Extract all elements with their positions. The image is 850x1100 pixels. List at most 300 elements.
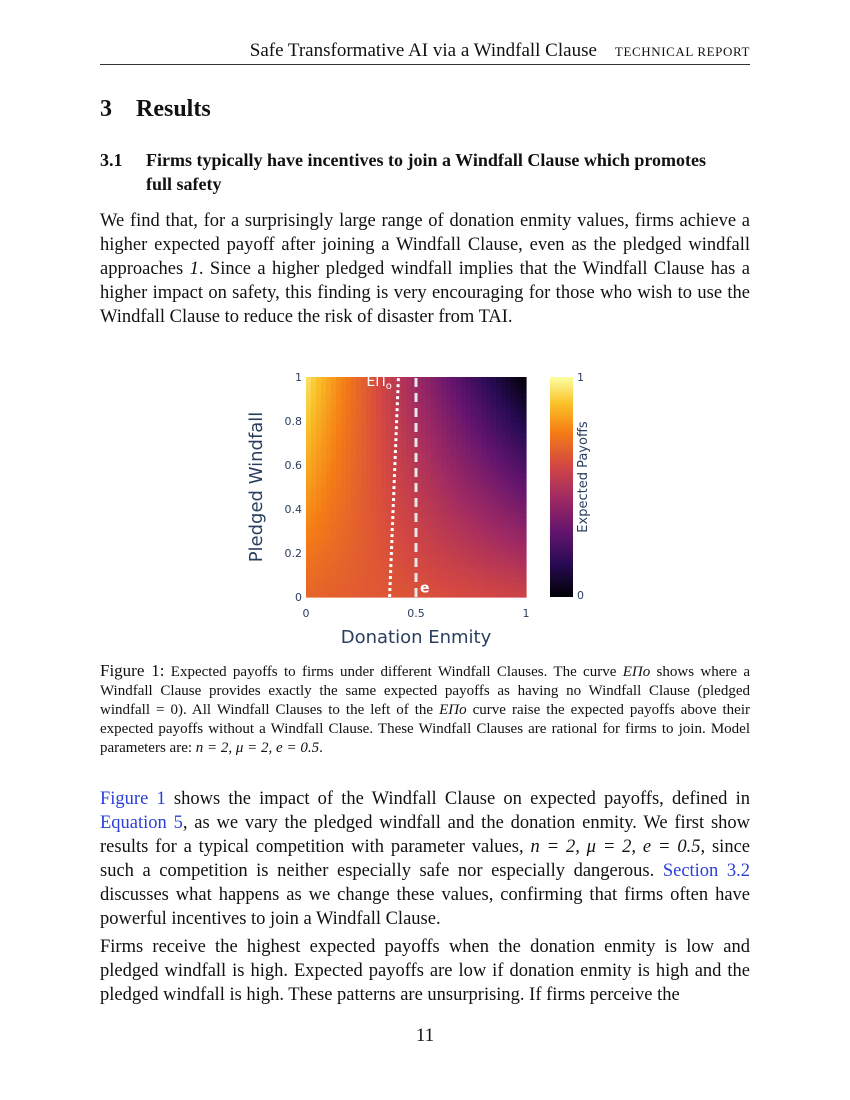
colorbar-tick-label: 0: [577, 589, 584, 602]
heatmap-cell: [451, 387, 457, 393]
heatmap-cell: [436, 392, 442, 398]
heatmap-cell: [466, 492, 472, 498]
heatmap-cell: [456, 537, 462, 543]
heatmap-cell: [436, 567, 442, 573]
heatmap-cell: [411, 492, 417, 498]
heatmap-cell: [436, 387, 442, 393]
heatmap-cell: [381, 582, 387, 588]
heatmap-cell: [421, 542, 427, 548]
heatmap-cell: [431, 517, 437, 523]
heatmap-cell: [521, 557, 527, 563]
heatmap-cell: [516, 492, 522, 498]
heatmap-cell: [401, 397, 407, 403]
heatmap-cell: [461, 457, 467, 463]
heatmap-cell: [461, 477, 467, 483]
heatmap-cell: [521, 592, 527, 598]
heatmap-cell: [466, 572, 472, 578]
heatmap-cell: [461, 467, 467, 473]
heatmap-cell: [511, 532, 517, 538]
heatmap-cell: [331, 397, 337, 403]
heatmap-cell: [441, 502, 447, 508]
heatmap-cell: [331, 452, 337, 458]
heatmap-cell: [331, 552, 337, 558]
heatmap-cell: [471, 522, 477, 528]
heatmap-cell: [401, 502, 407, 508]
heatmap-cell: [476, 587, 482, 593]
heatmap-cell: [361, 417, 367, 423]
heatmap-cell: [306, 552, 312, 558]
heatmap-cell: [476, 577, 482, 583]
heatmap-cell: [366, 557, 372, 563]
heatmap-cell: [486, 522, 492, 528]
heatmap-cell: [336, 562, 342, 568]
heatmap-cell: [381, 537, 387, 543]
heatmap-cell: [476, 447, 482, 453]
heatmap-cell: [516, 427, 522, 433]
heatmap-cell: [396, 492, 402, 498]
heatmap-cell: [481, 402, 487, 408]
equation-5-link[interactable]: Equation 5: [100, 813, 183, 833]
heatmap-cell: [461, 482, 467, 488]
heatmap-cell: [346, 422, 352, 428]
heatmap-cell: [426, 397, 432, 403]
heatmap-cell: [441, 467, 447, 473]
heatmap-cell: [416, 402, 422, 408]
heatmap-cell: [521, 392, 527, 398]
heatmap-cell: [466, 392, 472, 398]
heatmap-cell: [406, 492, 412, 498]
heatmap-cell: [351, 492, 357, 498]
heatmap-cell: [386, 492, 392, 498]
heatmap-cell: [451, 462, 457, 468]
heatmap-cell: [456, 432, 462, 438]
heatmap-cell: [516, 487, 522, 493]
heatmap-cell: [371, 542, 377, 548]
heatmap-cell: [381, 417, 387, 423]
heatmap-cell: [466, 517, 472, 523]
heatmap-cell: [466, 532, 472, 538]
heatmap-cell: [406, 527, 412, 533]
heatmap-cell: [426, 507, 432, 513]
heatmap-cell: [491, 457, 497, 463]
heatmap-cell: [316, 557, 322, 563]
heatmap-cell: [441, 527, 447, 533]
heatmap-cell: [406, 497, 412, 503]
heatmap-cell: [381, 512, 387, 518]
heatmap-cell: [341, 477, 347, 483]
heatmap-cell: [516, 467, 522, 473]
heatmap-cell: [521, 432, 527, 438]
heatmap-cell: [361, 557, 367, 563]
heatmap-cell: [501, 507, 507, 513]
heatmap-cell: [386, 477, 392, 483]
heatmap-cell: [336, 467, 342, 473]
heatmap-cell: [521, 457, 527, 463]
heatmap-cell: [461, 492, 467, 498]
heatmap-cell: [421, 547, 427, 553]
heatmap-cell: [481, 532, 487, 538]
heatmap-cell: [361, 432, 367, 438]
heatmap-cell: [421, 457, 427, 463]
heatmap-cell: [516, 377, 522, 383]
heatmap-cell: [381, 437, 387, 443]
heatmap-cell: [376, 482, 382, 488]
heatmap-cell: [516, 517, 522, 523]
heatmap-cell: [361, 517, 367, 523]
heatmap-cell: [441, 547, 447, 553]
heatmap-cell: [316, 452, 322, 458]
heatmap-cell: [431, 397, 437, 403]
heatmap-cell: [431, 532, 437, 538]
heatmap-cell: [341, 497, 347, 503]
heatmap-cell: [476, 392, 482, 398]
heatmap-cell: [481, 412, 487, 418]
heatmap-cell: [306, 412, 312, 418]
heatmap-cell: [401, 427, 407, 433]
heatmap-cell: [386, 517, 392, 523]
heatmap-cell: [436, 432, 442, 438]
heatmap-cell: [381, 407, 387, 413]
heatmap-cell: [361, 567, 367, 573]
heatmap-cell: [506, 397, 512, 403]
heatmap-cell: [441, 387, 447, 393]
heatmap-cell: [441, 582, 447, 588]
heatmap-cell: [316, 492, 322, 498]
heatmap-cell: [401, 557, 407, 563]
heatmap-cell: [486, 432, 492, 438]
heatmap-cell: [516, 472, 522, 478]
y-tick-labels: [285, 371, 303, 604]
heatmap-cell: [441, 522, 447, 528]
heatmap-cell: [471, 577, 477, 583]
heatmap-cell: [456, 582, 462, 588]
heatmap-cell: [441, 392, 447, 398]
heatmap-cell: [321, 427, 327, 433]
heatmap-cell: [371, 417, 377, 423]
heatmap-cell: [511, 552, 517, 558]
heatmap-cell: [386, 432, 392, 438]
heatmap-cell: [461, 387, 467, 393]
heatmap-cell: [436, 417, 442, 423]
heatmap-cell: [381, 562, 387, 568]
heatmap-cell: [421, 422, 427, 428]
heatmap-cell: [436, 472, 442, 478]
heatmap-cell: [341, 542, 347, 548]
heatmap-cell: [426, 422, 432, 428]
heatmap-cell: [371, 577, 377, 583]
heatmap-cell: [521, 437, 527, 443]
heatmap-cell: [511, 402, 517, 408]
heatmap-cell: [431, 467, 437, 473]
epi-label-main: EΠ: [366, 373, 386, 390]
heatmap-cell: [371, 477, 377, 483]
heatmap-cell: [376, 437, 382, 443]
heatmap-cell: [426, 542, 432, 548]
heatmap-cell: [451, 522, 457, 528]
heatmap-cell: [356, 532, 362, 538]
heatmap-cell: [506, 467, 512, 473]
heatmap-cell: [456, 592, 462, 598]
heatmap-cell: [366, 412, 372, 418]
heatmap-cell: [371, 532, 377, 538]
heatmap-cell: [386, 427, 392, 433]
heatmap-cell: [316, 467, 322, 473]
heatmap-cell: [511, 507, 517, 513]
heatmap-cell: [321, 462, 327, 468]
heatmap-cell: [466, 437, 472, 443]
heatmap-cell: [431, 522, 437, 528]
heatmap-cell: [396, 477, 402, 483]
heatmap-cell: [421, 482, 427, 488]
heatmap-cell: [381, 447, 387, 453]
heatmap-cell: [346, 527, 352, 533]
heatmap-cell: [446, 442, 452, 448]
heatmap-cell: [476, 562, 482, 568]
heatmap-cell: [506, 412, 512, 418]
heatmap-cell: [486, 462, 492, 468]
heatmap-cell: [386, 407, 392, 413]
heatmap-cell: [461, 522, 467, 528]
heatmap-cell: [326, 522, 332, 528]
heatmap-cell: [326, 492, 332, 498]
heatmap-cell: [521, 397, 527, 403]
heatmap-cell: [366, 572, 372, 578]
heatmap-cell: [501, 397, 507, 403]
heatmap-cell: [431, 432, 437, 438]
heatmap-cell: [391, 392, 397, 398]
heatmap-cell: [381, 502, 387, 508]
heatmap-cell: [331, 432, 337, 438]
heatmap-cell: [486, 537, 492, 543]
heatmap-cell: [461, 537, 467, 543]
heatmap-cell: [496, 557, 502, 563]
heatmap-cell: [436, 397, 442, 403]
heatmap-cell: [316, 502, 322, 508]
heatmap-cell: [356, 577, 362, 583]
heatmap-cell: [501, 437, 507, 443]
heatmap-cell: [326, 417, 332, 423]
heatmap-cell: [306, 547, 312, 553]
heatmap-cell: [331, 462, 337, 468]
heatmap-cell: [376, 532, 382, 538]
heatmap-cell: [351, 382, 357, 388]
heatmap-cell: [441, 557, 447, 563]
heatmap-cell: [401, 577, 407, 583]
heatmap-cell: [356, 497, 362, 503]
heatmap-cell: [476, 567, 482, 573]
heatmap-cell: [516, 522, 522, 528]
heatmap-cell: [441, 562, 447, 568]
heatmap-cell: [521, 487, 527, 493]
heatmap-cell: [471, 502, 477, 508]
heatmap-cell: [351, 567, 357, 573]
heatmap-cell: [401, 572, 407, 578]
heatmap-cell: [396, 542, 402, 548]
heatmap-cell: [516, 477, 522, 483]
heatmap-cell: [511, 457, 517, 463]
heatmap-cell: [336, 517, 342, 523]
heatmap-cell: [441, 587, 447, 593]
heatmap-cell: [476, 422, 482, 428]
heatmap-cell: [456, 402, 462, 408]
paragraph-1: [100, 209, 750, 329]
heatmap-cell: [341, 482, 347, 488]
heatmap-cell: [371, 422, 377, 428]
heatmap-cell: [451, 427, 457, 433]
heatmap-cell: [376, 422, 382, 428]
heatmap-cell: [456, 487, 462, 493]
heatmap-cell: [466, 477, 472, 483]
heatmap-cell: [361, 407, 367, 413]
heatmap-cell: [461, 422, 467, 428]
heatmap-cell: [461, 442, 467, 448]
heatmap-cell: [336, 392, 342, 398]
heatmap-cell: [491, 492, 497, 498]
heatmap-cell: [346, 437, 352, 443]
heatmap-cell: [381, 592, 387, 598]
paragraph-2: [100, 787, 750, 931]
heatmap-cell: [476, 552, 482, 558]
heatmap-cell: [481, 422, 487, 428]
heatmap-cell: [446, 397, 452, 403]
heatmap-cell: [506, 407, 512, 413]
heatmap-cell: [516, 542, 522, 548]
heatmap-cell: [506, 382, 512, 388]
heatmap-cell: [516, 532, 522, 538]
heatmap-cell: [306, 447, 312, 453]
heatmap-cell: [511, 437, 517, 443]
heatmap-cell: [331, 402, 337, 408]
heatmap-cell: [306, 387, 312, 393]
heatmap-cell: [511, 542, 517, 548]
heatmap-cell: [436, 542, 442, 548]
heatmap-cell: [321, 492, 327, 498]
heatmap-cell: [446, 462, 452, 468]
heatmap-cell: [311, 407, 317, 413]
heatmap-cell: [441, 417, 447, 423]
heatmap-cell: [321, 387, 327, 393]
heatmap-cell: [371, 432, 377, 438]
heatmap-cell: [461, 557, 467, 563]
heatmap-cell: [516, 402, 522, 408]
heatmap-cell: [501, 407, 507, 413]
heatmap-cell: [311, 522, 317, 528]
heatmap-cell: [496, 542, 502, 548]
heatmap-cell: [351, 447, 357, 453]
heatmap-cell: [506, 487, 512, 493]
heatmap-cell: [471, 402, 477, 408]
heatmap-cell: [476, 522, 482, 528]
paragraph-1-text-b: . Since a higher pledged windfall implies that the Windfall Clause has a higher impact on safety, this finding is very encouraging for those who wish to use the Windfall Clause to reduce the risk of disaster from TAI.: [100, 259, 750, 327]
heatmap-cell: [381, 522, 387, 528]
heatmap-cell: [461, 407, 467, 413]
heatmap-cell: [311, 502, 317, 508]
heatmap-cell: [471, 457, 477, 463]
page-number: 11: [415, 1025, 435, 1046]
section-3-2-link[interactable]: Section 3.2: [662, 861, 750, 881]
heatmap-cell: [481, 472, 487, 478]
heatmap-cell: [346, 517, 352, 523]
heatmap-cell: [461, 497, 467, 503]
heatmap-cell: [326, 457, 332, 463]
heatmap-cell: [376, 477, 382, 483]
heatmap-cell: [321, 482, 327, 488]
heatmap-cell: [456, 387, 462, 393]
heatmap-cell: [316, 457, 322, 463]
heatmap-cell: [431, 562, 437, 568]
heatmap-cell: [436, 577, 442, 583]
heatmap-cell: [331, 582, 337, 588]
heatmap-cell: [396, 577, 402, 583]
heatmap-cell: [311, 442, 317, 448]
heatmap-cell: [306, 567, 312, 573]
heatmap-cell: [431, 512, 437, 518]
heatmap-cell: [441, 457, 447, 463]
heatmap-cell: [316, 547, 322, 553]
heatmap-cell: [516, 432, 522, 438]
heatmap-cell: [426, 387, 432, 393]
heatmap-cell: [451, 437, 457, 443]
x-tick-label: 0: [302, 607, 310, 620]
heatmap-cell: [421, 442, 427, 448]
heatmap-cell: [356, 397, 362, 403]
heatmap-cell: [516, 462, 522, 468]
x-axis-label: Donation Enmity: [340, 627, 492, 648]
heatmap-cell: [486, 447, 492, 453]
section-number: 3: [100, 96, 112, 122]
heatmap-cell: [346, 387, 352, 393]
subsection-title: Firms typically have incentives to join a Windfall Clause which promotes full safety: [146, 150, 707, 194]
heatmap-cell: [436, 477, 442, 483]
heatmap-cell: [511, 547, 517, 553]
heatmap-cell: [431, 382, 437, 388]
heatmap-cell: [481, 577, 487, 583]
heatmap-cell: [401, 412, 407, 418]
heatmap-cell: [446, 412, 452, 418]
heatmap-cell: [351, 452, 357, 458]
heatmap-cell: [506, 377, 512, 383]
heatmap-cell: [351, 392, 357, 398]
heatmap-cell: [481, 567, 487, 573]
heatmap-cell: [476, 482, 482, 488]
heatmap-cell: [501, 497, 507, 503]
heatmap-cell: [381, 457, 387, 463]
heatmap-cell: [516, 392, 522, 398]
heatmap-cell: [356, 437, 362, 443]
heatmap-cell: [431, 587, 437, 593]
heatmap-cell: [511, 587, 517, 593]
heatmap-cell: [446, 522, 452, 528]
heatmap-cell: [506, 547, 512, 553]
heatmap-cell: [516, 417, 522, 423]
heatmap-cell: [341, 517, 347, 523]
heatmap-cell: [386, 507, 392, 513]
running-title: Safe Transformative AI via a Windfall Clause: [249, 40, 597, 61]
heatmap-cell: [486, 417, 492, 423]
heatmap-cell: [331, 517, 337, 523]
figure-1-link[interactable]: Figure 1: [100, 789, 166, 809]
heatmap-cell: [441, 532, 447, 538]
y-tick-label: 1: [295, 371, 302, 384]
heatmap-cell: [471, 377, 477, 383]
heatmap-cell: [356, 492, 362, 498]
heatmap-cell: [396, 547, 402, 553]
heatmap-cell: [381, 577, 387, 583]
heatmap-cell: [476, 472, 482, 478]
heatmap-cell: [341, 392, 347, 398]
heatmap-cell: [511, 382, 517, 388]
heatmap-cell: [351, 477, 357, 483]
